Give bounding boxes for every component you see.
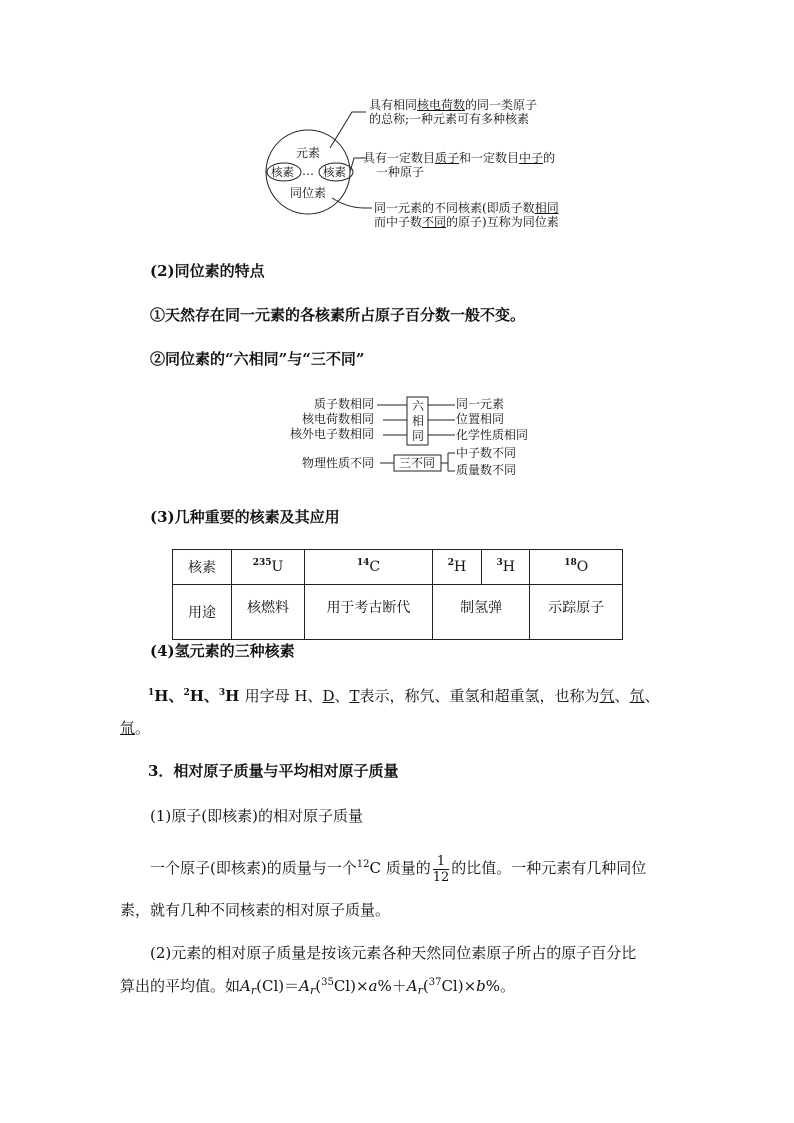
box-char-2: 相 — [412, 414, 425, 428]
element-label: 元素 — [296, 146, 321, 160]
six-same-three-different-diagram — [280, 390, 550, 480]
right-item-3: 化学性质相同 — [456, 428, 529, 442]
use-cell: 示踪原子 — [530, 585, 623, 640]
use-cell: 用于考古断代 — [305, 585, 433, 640]
left-item-1: 质子数相同 — [314, 397, 375, 411]
average-mass-text: (2)元素的相对原子质量是按该元素各种天然同位素原子所占的原子百分比 — [150, 944, 637, 962]
isotope-label: 同位素 — [290, 186, 327, 200]
use-cell: 核燃料 — [232, 585, 305, 640]
right-item-1: 同一元素 — [456, 397, 505, 411]
table-header-nuclide: 核素 — [173, 550, 232, 585]
one-twelfth-fraction: $\frac{1}{12}$ — [432, 853, 450, 885]
hydrogen-nuclides-heading: (4)氢元素的三种核素 — [150, 642, 295, 660]
box-char-3: 同 — [412, 429, 425, 443]
physical-property-label: 物理性质不同 — [302, 456, 375, 470]
nuclide-cell: $^{18}$O — [530, 550, 623, 585]
use-cell: 制氢弹 — [432, 585, 530, 640]
nuclide-cell: $^2$H — [432, 550, 481, 585]
isotope-definition: 同一元素的不同核素(即质子数相同 而中子数不同的原子)互称为同位素 — [374, 201, 559, 229]
isotope-feature-2: ②同位素的“六相同”与“三不同” — [150, 350, 365, 368]
mass-number-label: 质量数不同 — [456, 463, 517, 477]
average-mass-formula: 算出的平均值。如$A_r(Cl)=A_r(^{35}Cl)\times a\%+A_r(^{37}Cl)\times b\%$。 — [120, 977, 516, 997]
left-item-2: 核电荷数相同 — [302, 412, 375, 426]
nuclide-cell: $^{235}$U — [232, 550, 305, 585]
table-row — [173, 585, 623, 640]
nuclide-cell: $^{14}$C — [305, 550, 433, 585]
hydrogen-nuclides-text-line2: 氚。 — [120, 719, 151, 737]
nuclide-cell: $^3$H — [482, 550, 530, 585]
relative-mass-definition: 一个原子(即核素)的质量与一个$^{12}$C 质量的 $\frac{1}{12}$ 的比值。一种元素有几种同位 — [150, 853, 647, 885]
isotope-features-heading: (2)同位素的特点 — [150, 262, 265, 280]
nuclide-relative-mass-subheading: (1)原子(即核素)的相对原子质量 — [150, 807, 363, 825]
nuclide-left-label: 核素 — [271, 165, 294, 179]
relative-mass-definition-line2: 素，就有几种不同核素的相对原子质量。 — [120, 901, 391, 919]
isotope-feature-1: ①天然存在同一元素的各核素所占原子百分数一般不变。 — [150, 306, 526, 324]
three-different-box-label: 三不同 — [399, 456, 436, 470]
nuclide-right-label: 核素 — [323, 165, 346, 179]
relative-atomic-mass-heading: 3．相对原子质量与平均相对原子质量 — [148, 762, 399, 780]
table-row — [173, 550, 623, 585]
element-definition: 具有相同核电荷数的同一类原子 的总称;一种元素可有多种核素 — [369, 98, 538, 126]
nuclide-table — [172, 549, 623, 640]
neutron-number-label: 中子数不同 — [456, 446, 517, 460]
left-item-3: 核外电子数相同 — [290, 427, 375, 441]
right-item-2: 位置相同 — [456, 412, 505, 426]
nuclide-applications-heading: (3)几种重要的核素及其应用 — [150, 508, 340, 526]
element-diagram — [250, 90, 590, 230]
hydrogen-nuclides-text: $^1$H、$^2$H、$^3$H 用字母 H、D、T表示，称氕、重氢和超重氢，也称为氕、氘、 — [148, 687, 660, 705]
nuclide-definition: 具有一定数目质子和一定数目中子的 一种原子 — [363, 151, 556, 179]
table-header-use: 用途 — [173, 585, 232, 640]
box-char-1: 六 — [412, 399, 425, 413]
ellipsis: … — [302, 164, 314, 178]
